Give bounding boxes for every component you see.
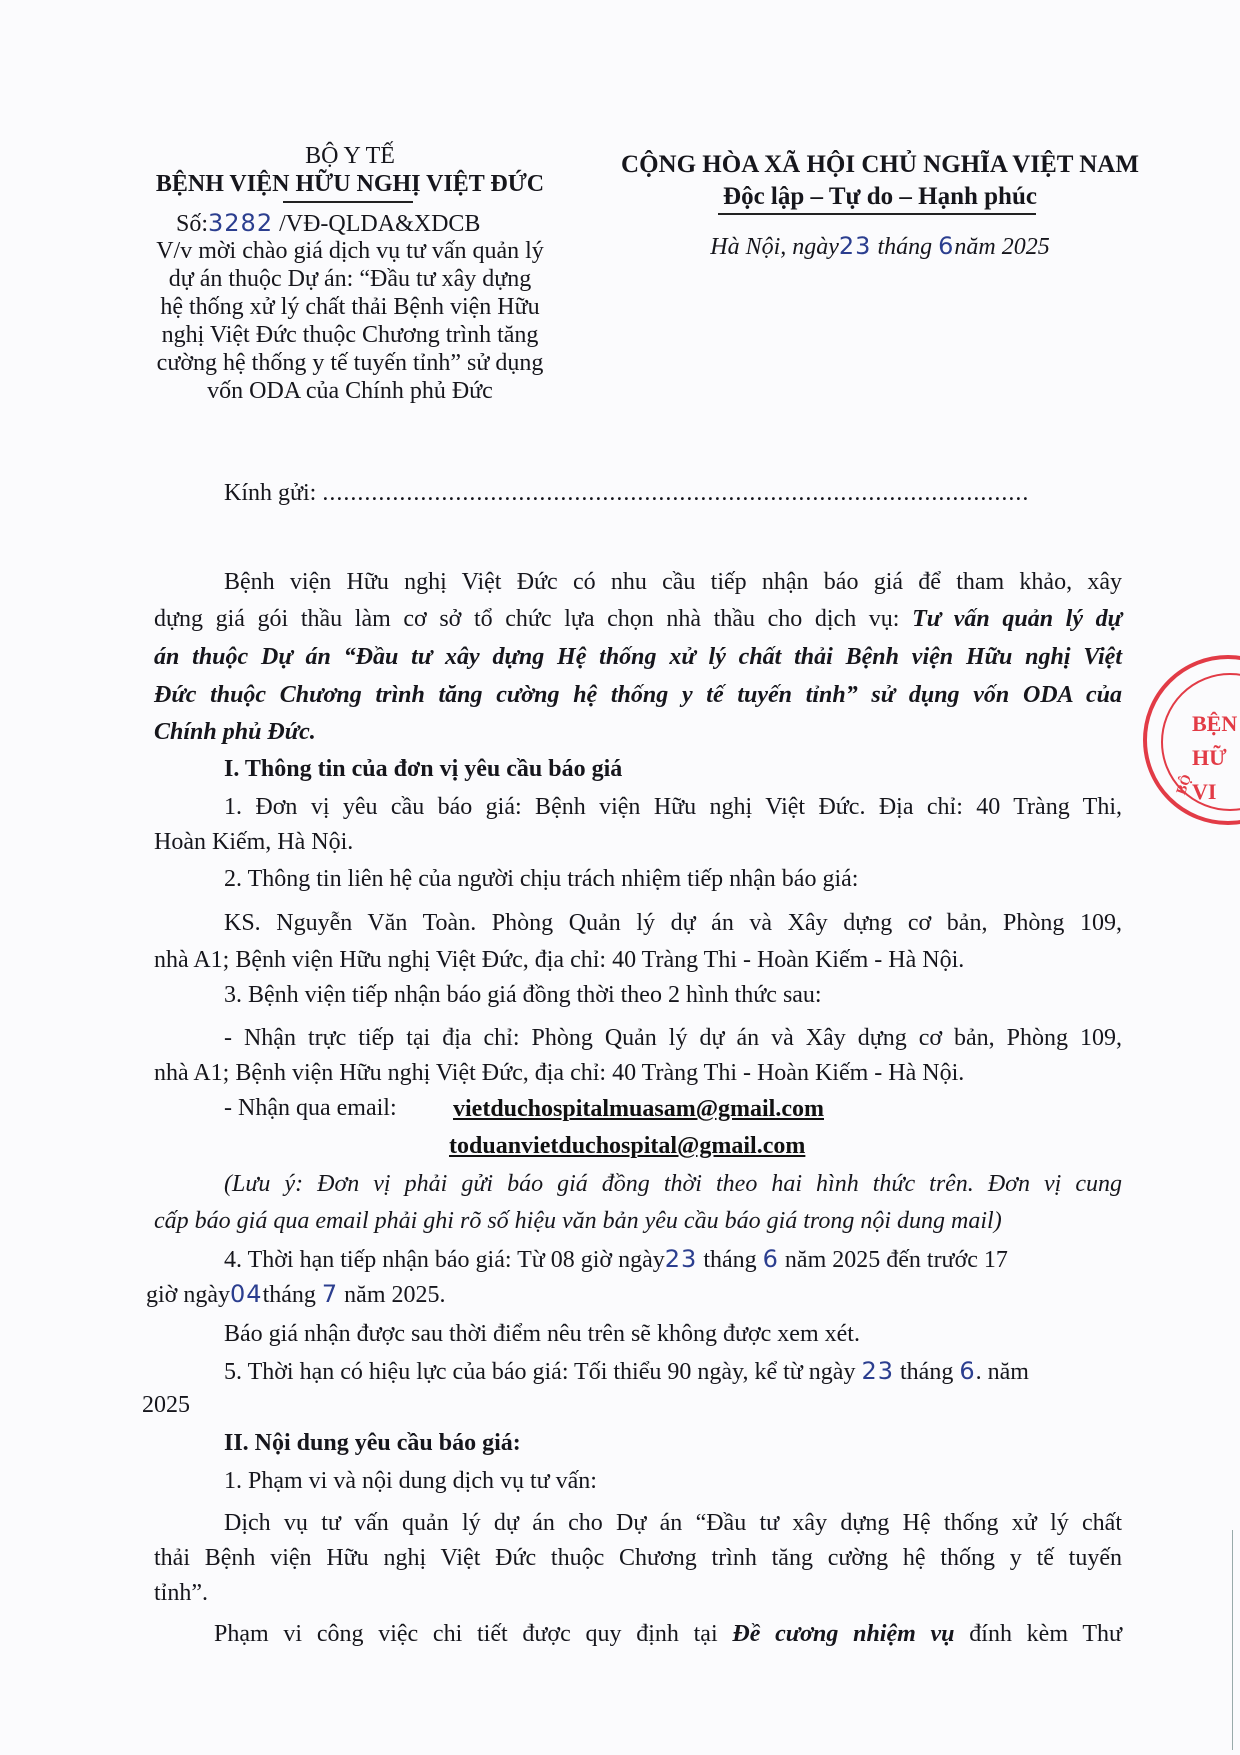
- email-label: - Nhận qua email:: [224, 1095, 397, 1121]
- date-month-label: tháng: [871, 234, 939, 260]
- s2-desc-line3: tỉnh”.: [154, 1580, 208, 1606]
- s1-item5-year: 2025: [142, 1392, 190, 1418]
- late-note: Báo giá nhận được sau thời điểm nêu trên sẽ không được xem xét.: [224, 1321, 860, 1347]
- date-month: 6: [938, 232, 955, 260]
- s1-item4-line2: [146, 1278, 446, 1311]
- s2-desc-line2: thải Bệnh viện Hữu nghị Việt Đức thuộc Chương trình tăng cường hệ thống y tế tuyến: [154, 1545, 1122, 1571]
- s1-item2-line3: nhà A1; Bệnh viện Hữu nghị Việt Đức, địa chỉ: 40 Tràng Thi - Hoàn Kiếm - Hà Nội.: [154, 947, 965, 973]
- item5-b: tháng: [894, 1359, 960, 1385]
- header-rule: [283, 201, 413, 203]
- subject-line-1: V/v mời chào giá dịch vụ tư vấn quản lý: [156, 238, 544, 264]
- s2-item1: 1. Phạm vi và nội dung dịch vụ tư vấn:: [224, 1468, 597, 1494]
- item4-month: 6: [762, 1245, 779, 1273]
- s1-item1-line2: Hoàn Kiếm, Hà Nội.: [154, 829, 354, 855]
- subject-line-6: vốn ODA của Chính phủ Đức: [207, 378, 493, 404]
- item5-c: . năm: [975, 1359, 1029, 1385]
- s1-item3-line1: 3. Bệnh viện tiếp nhận báo giá đồng thời theo 2 hình thức sau:: [224, 982, 822, 1008]
- item4-day2: 04: [230, 1280, 263, 1308]
- intro-plain: dựng giá gói thầu làm cơ sở tổ chức lựa chọn nhà thầu cho dịch vụ:: [154, 606, 913, 632]
- note-line-1: (Lưu ý: Đơn vị phải gửi báo giá đồng thời theo hai hình thức trên. Đơn vị cung: [224, 1171, 1122, 1197]
- stamp-small-text: BỘ: [1174, 772, 1196, 797]
- section-1-title: I. Thông tin của đơn vị yêu cầu báo giá: [224, 756, 623, 782]
- stamp-text-2: HỮ: [1192, 745, 1227, 770]
- item5-month: 6: [959, 1357, 976, 1385]
- s2-desc-line1: Dịch vụ tư vấn quản lý dự án cho Dự án “Đầu tư xây dựng Hệ thống xử lý chất: [224, 1510, 1122, 1536]
- date-prefix: Hà Nội, ngày: [710, 234, 839, 260]
- s1-item1-line1: 1. Đơn vị yêu cầu báo giá: Bệnh viện Hữu nghị Việt Đức. Địa chỉ: 40 Tràng Thi,: [224, 794, 1122, 820]
- intro-line-4: Đức thuộc Chương trình tăng cường hệ thống y tế tuyến tỉnh” sử dụng vốn ODA của: [154, 682, 1122, 708]
- scope-a: Phạm vi công việc chi tiết được quy định tại: [214, 1621, 733, 1647]
- item4-a: 4. Thời hạn tiếp nhận báo giá: Từ 08 giờ ngày: [224, 1247, 665, 1273]
- scan-edge-line: [1232, 1530, 1233, 1750]
- motto-rule: [718, 213, 1036, 215]
- item4-c: năm 2025 đến trước 17: [778, 1247, 1008, 1273]
- s1-item2-line2: KS. Nguyễn Văn Toàn. Phòng Quản lý dự án và Xây dựng cơ bản, Phòng 109,: [224, 910, 1122, 936]
- number-label: Số:: [176, 211, 209, 237]
- s1-item4-line1: [224, 1243, 1122, 1276]
- stamp-text: [1192, 707, 1237, 809]
- intro-line-3: án thuộc Dự án “Đầu tư xây dựng Hệ thống xử lý chất thải Bệnh viện Hữu nghị Việt: [154, 644, 1122, 670]
- scope-b: đính kèm Thư: [954, 1621, 1122, 1647]
- s1-item2-line1: 2. Thông tin liên hệ của người chịu trách nhiệm tiếp nhận báo giá:: [224, 866, 859, 892]
- recipient-dots: .....................................................................................................: [322, 480, 1030, 506]
- s1-item5-line1: [224, 1355, 1029, 1388]
- s1-item3-line3: nhà A1; Bệnh viện Hữu nghị Việt Đức, địa chỉ: 40 Tràng Thi - Hoàn Kiếm - Hà Nội.: [154, 1060, 965, 1086]
- date-day: 23: [838, 232, 872, 260]
- item4-e: tháng: [262, 1282, 322, 1308]
- ministry-name: BỘ Y TẾ: [305, 143, 395, 169]
- red-stamp: [1143, 655, 1240, 825]
- hospital-name: BỆNH VIỆN HỮU NGHỊ VIỆT ĐỨC: [155, 171, 545, 197]
- item5-a: 5. Thời hạn có hiệu lực của báo giá: Tối thiểu 90 ngày, kể từ ngày: [224, 1359, 862, 1385]
- recipient-label: Kính gửi:: [224, 480, 323, 506]
- stamp-text-3: VI: [1192, 779, 1217, 804]
- s1-item3-line2: - Nhận trực tiếp tại địa chỉ: Phòng Quản lý dự án và Xây dựng cơ bản, Phòng 109,: [224, 1025, 1122, 1051]
- subject-line-2: dự án thuộc Dự án: “Đầu tư xây dựng: [168, 266, 532, 292]
- number-handwritten: 3282: [208, 209, 274, 237]
- stamp-text-1: BỆN: [1192, 711, 1238, 736]
- number-suffix: /VĐ-QLDA&XDCB: [273, 211, 481, 237]
- item4-f: năm 2025.: [338, 1282, 446, 1308]
- section-2-title: II. Nội dung yêu cầu báo giá:: [224, 1430, 521, 1456]
- issue-date: [600, 230, 1160, 263]
- item4-d: giờ ngày: [146, 1282, 231, 1308]
- email-link-1[interactable]: vietduchospitalmuasam@gmail.com: [453, 1096, 824, 1122]
- s2-scope-line: [214, 1618, 1122, 1650]
- note-line-2: cấp báo giá qua email phải ghi rõ số hiệu văn bản yêu cầu báo giá trong nội dung mail): [154, 1208, 1002, 1234]
- intro-line-5: Chính phủ Đức.: [154, 719, 316, 745]
- item4-day: 23: [664, 1245, 698, 1273]
- motto: Độc lập – Tự do – Hạnh phúc: [723, 183, 1037, 210]
- item5-day: 23: [861, 1357, 894, 1385]
- email-link-2[interactable]: toduanvietduchospital@gmail.com: [449, 1133, 806, 1159]
- item4-month2: 7: [321, 1280, 339, 1308]
- subject-line-3: hệ thống xử lý chất thải Bệnh viện Hữu: [160, 294, 540, 320]
- recipient-line: [224, 477, 1029, 509]
- intro-bold: Tư vấn quản lý dự: [912, 606, 1122, 632]
- date-year: năm 2025: [954, 234, 1050, 260]
- intro-line-1: Bệnh viện Hữu nghị Việt Đức có nhu cầu tiếp nhận báo giá để tham khảo, xây: [224, 569, 1122, 595]
- country-name: CỘNG HÒA XÃ HỘI CHỦ NGHĨA VIỆT NAM: [621, 151, 1139, 178]
- scope-bold: Đề cương nhiệm vụ: [732, 1621, 955, 1647]
- intro-line-2: [154, 603, 1122, 635]
- subject-line-4: nghị Việt Đức thuộc Chương trình tăng: [161, 322, 539, 348]
- item4-b: tháng: [697, 1247, 763, 1273]
- subject-line-5: cường hệ thống y tế tuyến tỉnh” sử dụng: [156, 350, 544, 376]
